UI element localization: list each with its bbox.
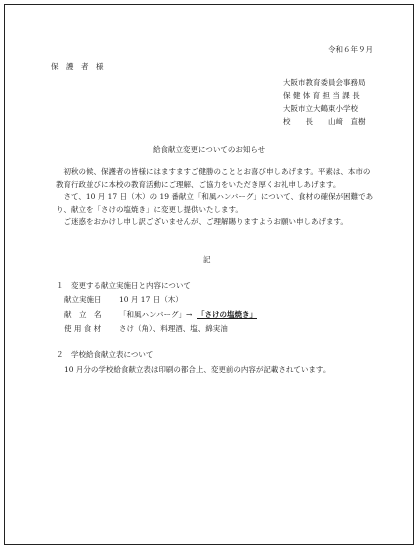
- issue-date: 令和６年９月: [328, 45, 373, 54]
- addressee: 保 護 者 様: [51, 62, 104, 71]
- menu-name-label: 献 立 名: [64, 310, 102, 319]
- implementation-date-label: 献立実施日: [64, 295, 102, 304]
- sender-line-1: 大阪市教育委員会事務局: [283, 78, 366, 87]
- ingredients-label: 使 用 食 材: [64, 324, 102, 333]
- section-1-heading: １ 変更する献立実施日と内容について: [56, 281, 191, 290]
- sender-line-4: 校 長 山﨑 直樹: [283, 117, 366, 126]
- menu-old: 「和風ハンバーグ」→: [119, 310, 193, 319]
- body-paragraph-3: ご迷惑をおかけし申し訳ございませんが、ご理解賜りますようお願い申しあげます。: [56, 217, 348, 226]
- document-page: [4, 4, 414, 545]
- ingredients-value: さけ（角）、料理酒、塩、綿実油: [119, 324, 228, 333]
- sender-line-2: 保 健 体 育 担 当 課 長: [283, 91, 360, 100]
- ki-heading: 記: [203, 255, 211, 264]
- document-title: 給食献立変更についてのお知らせ: [153, 145, 266, 154]
- section-2-heading: ２ 学校給食献立表について: [56, 350, 154, 359]
- sender-line-3: 大阪市立大鶴東小学校: [283, 104, 358, 113]
- implementation-date-value: 10 月 17 日（木）: [119, 295, 183, 304]
- body-paragraph-1: 初秋の候、保護者の皆様にはますますご健勝のこととお喜び申しあげます。平素は、本市の教育行政並びに本校の教育活動にご理解、ご協力をいただき厚くお礼申しあげます。: [56, 167, 371, 189]
- section-2-text: 10 月分の学校給食献立表は印刷の都合上、変更前の内容が記載されています。: [64, 365, 331, 374]
- body-paragraph-2: さて、10 月 17 日（木）の 19 番献立「和風ハンバーグ」について、食材の確保が困難であり、献立を「さけの塩焼き」に変更し提供いたします。: [56, 192, 374, 214]
- menu-new: 「さけの塩焼き」: [197, 310, 257, 319]
